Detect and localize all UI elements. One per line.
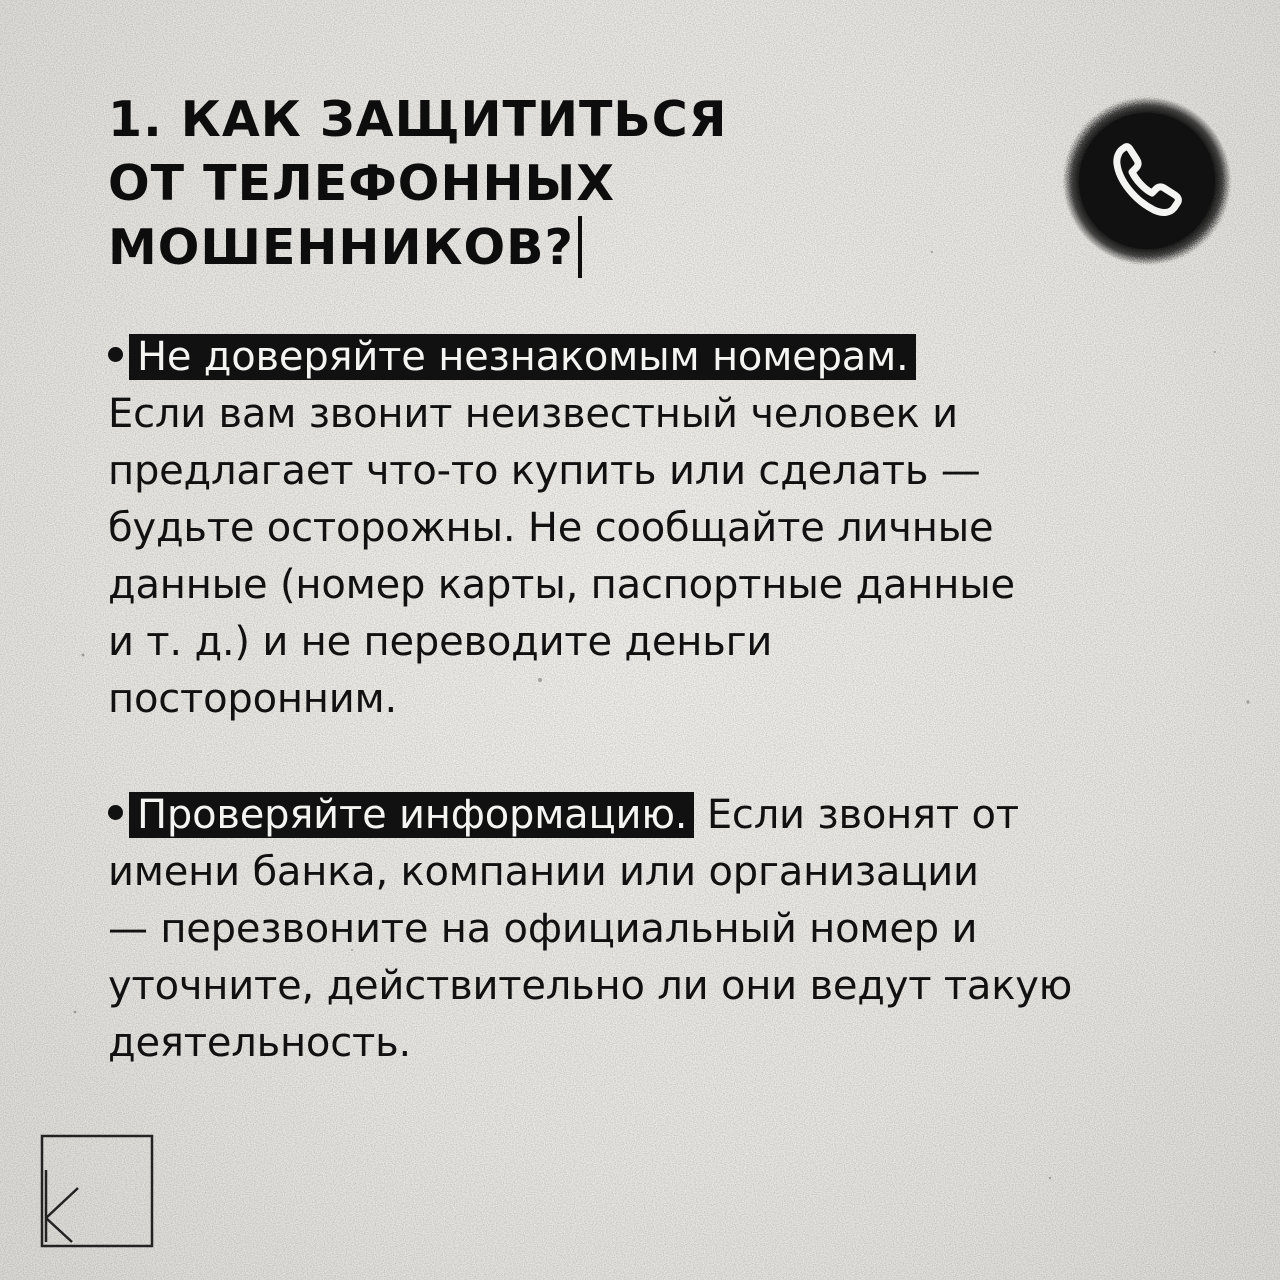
- title-line: ОТ ТЕЛЕФОННЫХ: [108, 155, 616, 212]
- tip-text-line: имени банка, компании или организации: [108, 849, 979, 895]
- tip-highlight: Не доверяйте незнакомым номерам.: [129, 334, 916, 380]
- tip-highlight: Проверяйте информацию.: [129, 792, 694, 838]
- bullet-dot: [108, 805, 123, 820]
- k-logo-icon: [40, 1134, 154, 1248]
- tip-text-line: будьте осторожны. Не сообщайте личные: [108, 505, 994, 551]
- text-cursor: [578, 216, 582, 278]
- tip-text-line: деятельность.: [108, 1020, 411, 1066]
- tip-heading-line: [108, 329, 1208, 386]
- tip-text-line: данные (номер карты, паспортные данные: [108, 562, 1015, 608]
- tip-text-line: и т. д.) и не переводите деньги: [108, 619, 773, 665]
- tip-text-line: Если вам звонит неизвестный человек и: [108, 391, 958, 437]
- tip-text-line: уточните, действительно ли они ведут такую: [108, 963, 1073, 1009]
- tip-text-line: предлагает что-то купить или сделать —: [108, 448, 981, 494]
- title-line-text: МОШЕННИКОВ?: [108, 219, 574, 276]
- tip-text-line: посторонним.: [108, 676, 398, 722]
- phone-icon: [1062, 96, 1232, 266]
- page-title: [108, 88, 727, 280]
- title-line: 1. КАК ЗАЩИТИТЬСЯ: [108, 91, 728, 148]
- tip-block: [108, 329, 1208, 728]
- bullet-dot: [108, 347, 123, 362]
- tip-block: [108, 787, 1208, 1072]
- tip-heading-line: [108, 787, 1208, 844]
- tip-text-inline: Если звонят от: [706, 792, 1019, 838]
- title-line: [108, 216, 727, 280]
- tip-text-line: — перезвоните на официальный номер и: [108, 906, 978, 952]
